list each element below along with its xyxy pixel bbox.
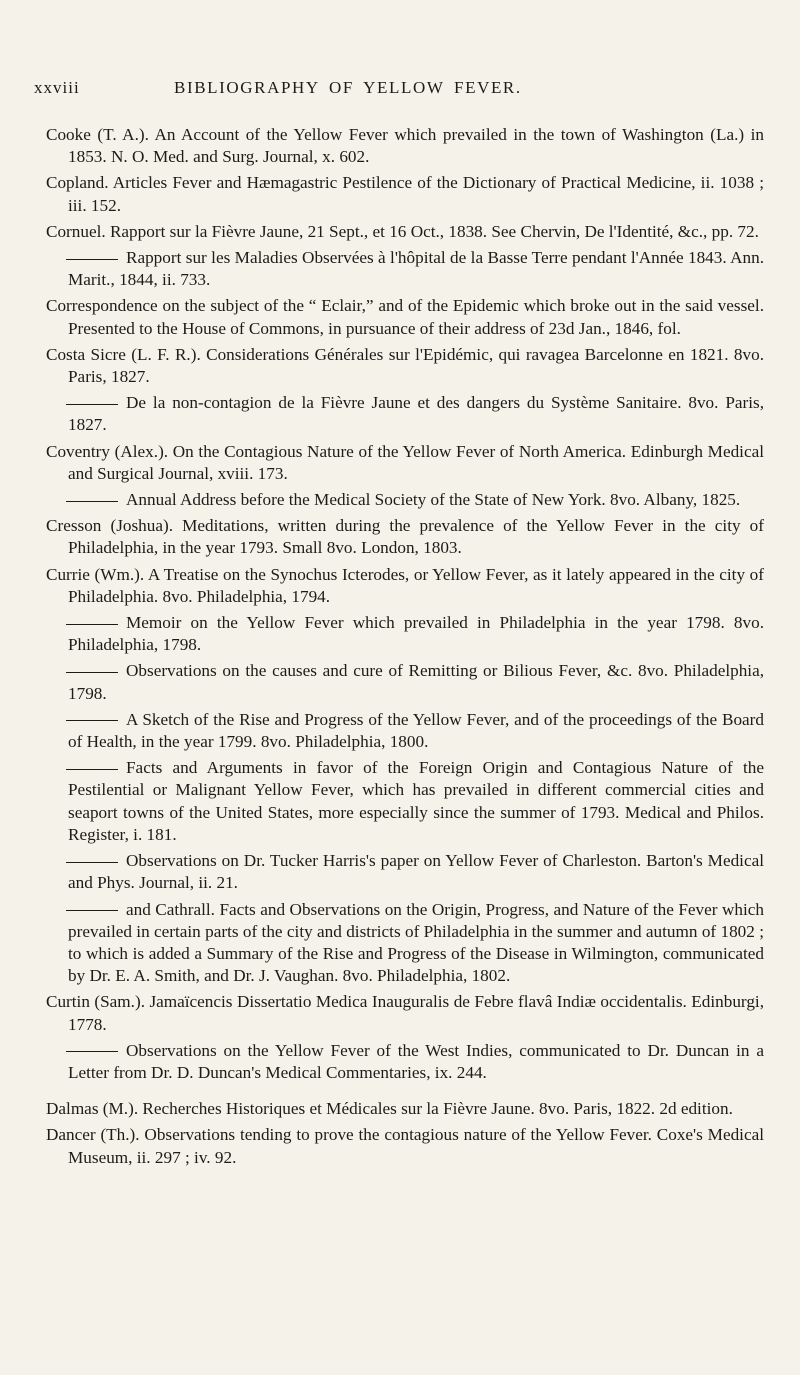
entry-text: Costa Sicre (L. F. R.). Considerations Générales sur l'Epidémic, qui ravagea Barcelonne en 1821. 8vo. Paris, 1827.: [46, 344, 764, 387]
entry-text: Observations on the causes and cure of Remitting or Bilious Fever, &c. 8vo. Philadelphia, 1798.: [68, 661, 764, 703]
entry-text: Annual Address before the Medical Society of the State of New York. 8vo. Albany, 1825.: [126, 490, 741, 510]
bibliography-entry-copland: [46, 172, 764, 216]
bibliography-entry-dalmas: [46, 1098, 764, 1120]
ditto-dash: [66, 259, 118, 260]
entry-text: Dancer (Th.). Observations tending to prove the contagious nature of the Yellow Fever. Coxe's Medical Museum, ii. 297 ; iv. 92.: [46, 1125, 764, 1167]
ditto-dash: [66, 672, 118, 673]
entry-text: Copland. Articles Fever and Hæmagastric Pestilence of the Dictionary of Practical Medicine, ii. 1038 ; iii. 152.: [46, 173, 764, 215]
bibliography-list: [46, 124, 764, 1173]
ditto-dash: [66, 769, 118, 770]
ditto-dash: [66, 720, 118, 721]
entry-text: Facts and Arguments in favor of the Foreign Origin and Contagious Nature of the Pestilential or Malignant Yellow Fever, which has prevailed in different commercial cities and seaport towns of the United States, more especially since the summer of 1793. Medical and Philos. Register, i. 181.: [68, 758, 764, 844]
entry-text: Currie (Wm.). A Treatise on the Synochus Icterodes, or Yellow Fever, as it lately appeared in the city of Philadelphia. 8vo. Philadelphia, 1794.: [46, 564, 764, 606]
ditto-dash: [66, 404, 118, 405]
bibliography-entry-currie-3: [46, 660, 764, 704]
bibliography-entry-currie-2: [46, 612, 764, 656]
entry-text: Cresson (Joshua). Meditations, written during the prevalence of the Yellow Fever in the city of Philadelphia, in the year 1793. Small 8vo. London, 1803.: [46, 516, 764, 558]
entry-text: Coventry (Alex.). On the Contagious Nature of the Yellow Fever of North America. Edinburgh Medical and Surgical Journal, xviii. 173.: [46, 441, 764, 483]
entry-text: Observations on Dr. Tucker Harris's paper on Yellow Fever of Charleston. Barton's Medical and Phys. Journal, ii. 21.: [68, 851, 764, 893]
entry-text: and Cathrall. Facts and Observations on the Origin, Progress, and Nature of the Fever which prevailed in certain parts of the city and districts of Philadelphia in the summer and autumn of 1802 ; to which is added a Summary of the Rise and Progress of the Disease in Wilmington, communicated by Dr. E. A. Smith, and Dr. J. Vaughan. 8vo. Philadelphia, 1802.: [68, 899, 764, 986]
entry-text: Dalmas (M.). Recherches Historiques et Médicales sur la Fièvre Jaune. 8vo. Paris, 1822. 2d edition.: [46, 1099, 733, 1119]
entry-text: De la non-contagion de la Fièvre Jaune et des dangers du Système Sanitaire. 8vo. Paris, 1827.: [68, 393, 764, 435]
page-header: [34, 78, 774, 102]
bibliography-entry-currie-5: [46, 757, 764, 846]
bibliography-entry-costa-sicre: [46, 344, 764, 388]
bibliography-entry-currie-6: [46, 850, 764, 894]
bibliography-entry-correspondence: [46, 295, 764, 339]
ditto-dash: [66, 624, 118, 625]
bibliography-entry-dancer: [46, 1124, 764, 1168]
bibliography-entry-costa-sicre-2: [46, 392, 764, 436]
bibliography-entry-currie: [46, 564, 764, 608]
entry-text: Rapport sur les Maladies Observées à l'hôpital de la Basse Terre pendant l'Année 1843. Ann. Marit., 1844, ii. 733.: [68, 248, 764, 290]
entry-text: Cornuel. Rapport sur la Fièvre Jaune, 21 Sept., et 16 Oct., 1838. See Chervin, De l'Identité, &c., pp. 72.: [46, 221, 759, 241]
bibliography-entry-cresson: [46, 515, 764, 559]
bibliography-entry-currie-4: [46, 709, 764, 753]
ditto-dash: [66, 910, 118, 911]
page-number: xxviii: [34, 78, 80, 97]
bibliography-entry-cooke: [46, 124, 764, 168]
bibliography-entry-coventry-2: [46, 489, 764, 511]
entry-text: Correspondence on the subject of the “ Eclair,” and of the Epidemic which broke out in the said vessel. Presented to the House of Commons, in pursuance of their address of 23d Jan., 1846, fol.: [46, 296, 764, 338]
entry-text: Observations on the Yellow Fever of the West Indies, communicated to Dr. Duncan in a Letter from Dr. D. Duncan's Medical Commentaries, ix. 244.: [68, 1040, 764, 1082]
bibliography-entry-cornuel-2: [46, 247, 764, 291]
entry-text: Cooke (T. A.). An Account of the Yellow Fever which prevailed in the town of Washington (La.) in 1853. N. O. Med. and Surg. Journal, x. 602.: [46, 125, 764, 167]
ditto-dash: [66, 862, 118, 863]
bibliography-entry-currie-cathrall: [46, 899, 764, 988]
running-title: BIBLIOGRAPHY OF YELLOW FEVER.: [174, 78, 522, 97]
entry-text: Curtin (Sam.). Jamaïcencis Dissertatio Medica Inauguralis de Febre flavâ Indiæ occidentalis. Edinburgi, 1778.: [46, 992, 764, 1034]
bibliography-entry-curtin-2: [46, 1040, 764, 1084]
ditto-dash: [66, 501, 118, 502]
entry-text: Memoir on the Yellow Fever which prevailed in Philadelphia in the year 1798. 8vo. Philadelphia, 1798.: [68, 613, 764, 655]
entry-text: A Sketch of the Rise and Progress of the Yellow Fever, and of the proceedings of the Board of Health, in the year 1799. 8vo. Philadelphia, 1800.: [68, 709, 764, 752]
bibliography-entry-cornuel: [46, 221, 764, 243]
bibliography-entry-coventry: [46, 441, 764, 485]
ditto-dash: [66, 1051, 118, 1052]
bibliography-entry-curtin: [46, 991, 764, 1035]
